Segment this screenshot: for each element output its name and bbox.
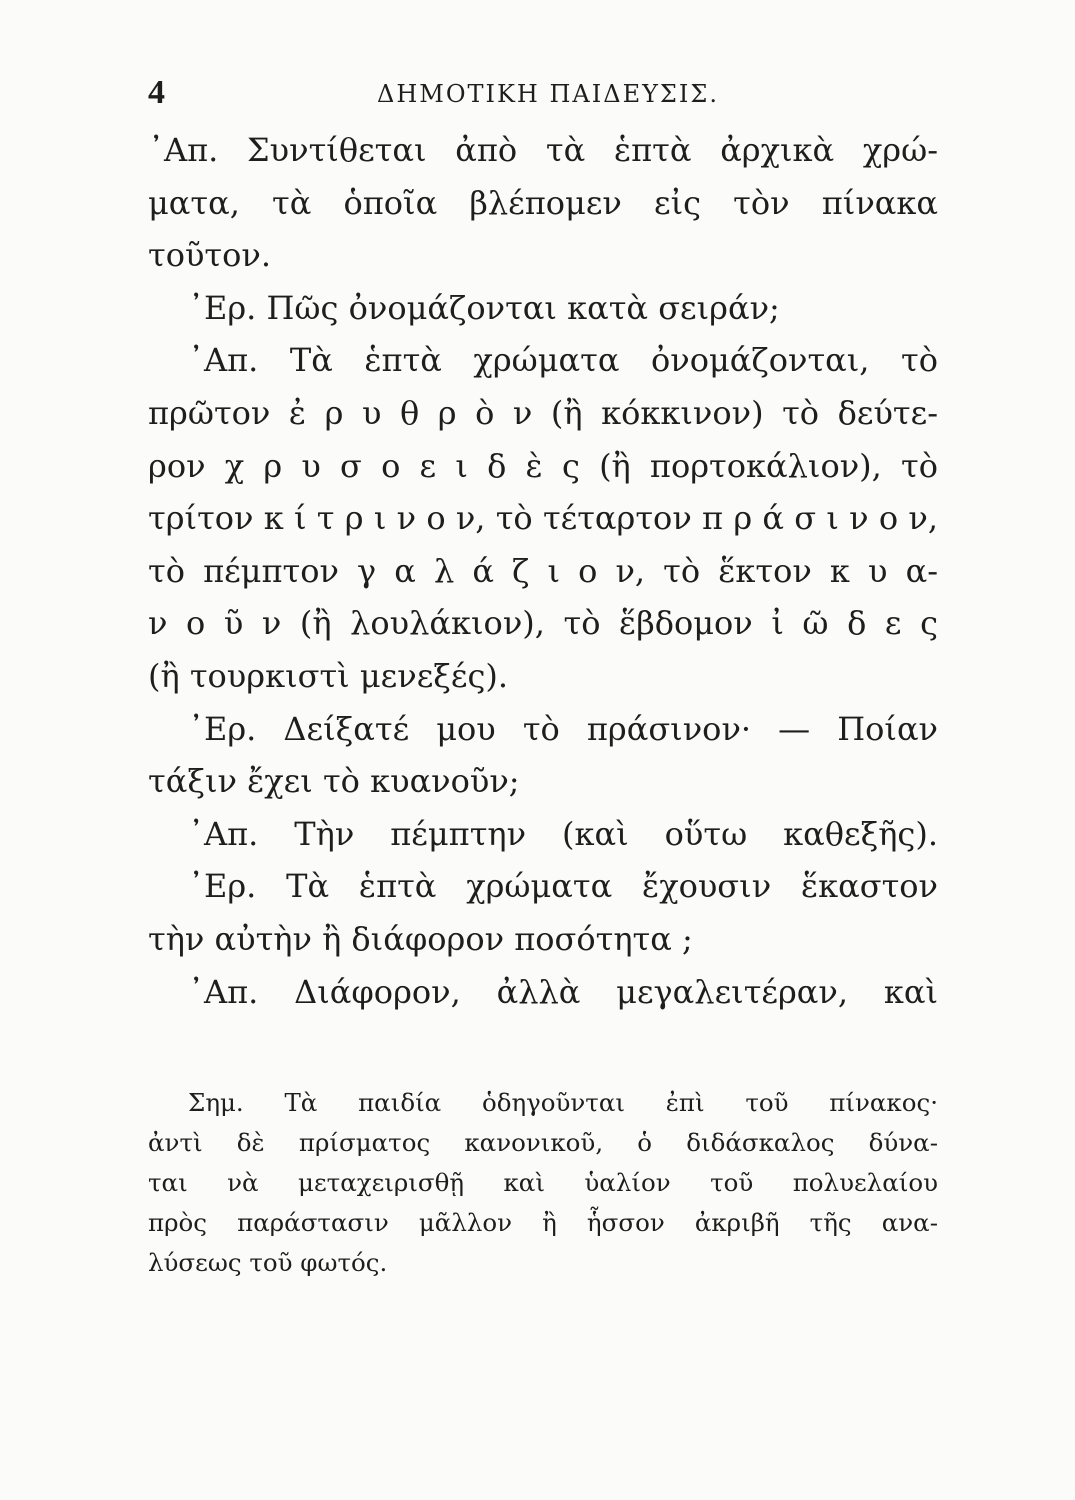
text-line: πρῶτον ἐ ρ υ θ ρ ὸ ν (ἢ κόκκινον) τὸ δεύτε- (148, 393, 938, 432)
text-line: ν ο ῦ ν (ἢ λουλάκιον), τὸ ἕβδομον ἰ ῶ δ ε ς (148, 604, 938, 643)
text-line: ματα, τὰ ὁποῖα βλέπομεν εἰς τὸν πίνακα (148, 183, 938, 222)
page-number: 4 (148, 74, 165, 111)
text-line: τάξιν ἔχει τὸ κυανοῦν; (148, 762, 520, 801)
text-line: ᾿Απ. Τὰ ἑπτὰ χρώματα ὀνομάζονται, τὸ (188, 341, 938, 380)
note-line: πρὸς παράστασιν μᾶλλον ἢ ἧσσον ἀκριβῆ τῆς ανα- (148, 1208, 938, 1237)
text-line: τρίτον κ ί τ ρ ι ν ο ν, τὸ τέταρτον π ρ ά σ ι ν ο ν, (148, 499, 938, 538)
text-line: τὸ πέμπτον γ α λ ά ζ ι ο ν, τὸ ἕκτον κ υ α- (148, 551, 938, 590)
footnote (148, 1083, 938, 1283)
text-line: ᾿Ερ. Δείξατέ μου τὸ πράσινον· — Ποίαν (188, 709, 938, 748)
page-header (148, 74, 948, 114)
note-line: ται νὰ μεταχειρισθῇ καὶ ὑαλίον τοῦ πολυελαίου (148, 1168, 938, 1197)
text-line: ᾿Ερ. Πῶς ὀνομάζονται κατὰ σειράν; (188, 288, 780, 327)
text-line: τοῦτον. (148, 236, 272, 275)
text-line: ᾿Απ. Διάφορον, ἀλλὰ μεγαλειτέραν, καὶ (188, 972, 938, 1011)
text-line: ᾿Απ. Συντίθεται ἀπὸ τὰ ἑπτὰ ἀρχικὰ χρώ- (148, 131, 938, 169)
text-line: ᾿Ερ. Τὰ ἑπτὰ χρώματα ἔχουσιν ἕκαστον (188, 867, 938, 906)
text-line: (ἢ τουρκιστὶ μενεξές). (148, 656, 509, 695)
text-line: τὴν αὐτὴν ἢ διάφορον ποσότητα ; (148, 919, 693, 958)
note-line: ἀντὶ δὲ πρίσματος κανονικοῦ, ὁ διδάσκαλος δύνα- (148, 1128, 938, 1157)
text-line: ρον χ ρ υ σ ο ε ι δ ὲ ς (ἢ πορτοκάλιον), τὸ (148, 446, 938, 485)
body-text (148, 124, 938, 1018)
note-line: λύσεως τοῦ φωτός. (148, 1248, 388, 1277)
note-line: Σημ. Τὰ παιδία ὁδηγοῦνται ἐπὶ τοῦ πίνακος· (188, 1088, 938, 1117)
running-title: ΔΗΜΟΤΙΚΗ ΠΑΙΔΕΥΣΙΣ. (377, 80, 719, 108)
text-line: ᾿Απ. Τὴν πέμπτην (καὶ οὕτω καθεξῆς). (188, 814, 938, 853)
